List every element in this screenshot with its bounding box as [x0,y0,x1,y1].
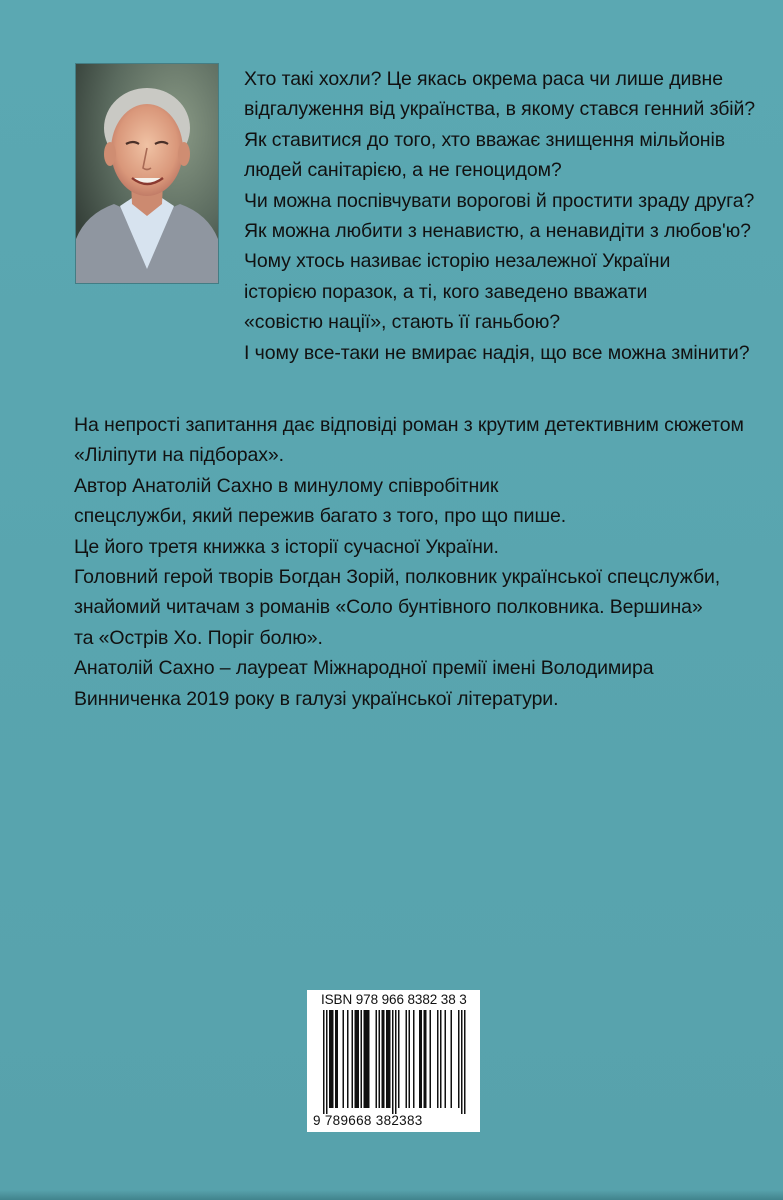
barcode-bar [464,1010,466,1114]
barcode-bar [413,1010,415,1108]
description-line: «Ліліпути на підборах». [74,444,284,467]
barcode-bar [398,1010,400,1108]
barcode-bar [367,1010,369,1108]
description-line: На непрості запитання дає відповіді роман з крутим детективним сюжетом [74,414,744,436]
barcode-bar [392,1010,394,1114]
barcode-bar [389,1010,391,1108]
description-line: Це його третя книжка з історії сучасної України. [74,535,499,558]
barcode-bar [365,1010,367,1108]
barcode-bar [335,1010,337,1108]
barcode-bar [368,1010,370,1108]
barcode-bar [388,1010,390,1108]
isbn-label: ISBN 978 966 8382 38 3 [321,992,467,1007]
barcode-bar [445,1010,447,1108]
barcode-icon [317,1010,471,1114]
barcode-bar [356,1010,358,1108]
barcode-bar [323,1010,325,1114]
barcode-bar [364,1010,366,1108]
intro-line: історією поразок, а ті, кого заведено вважати [244,280,648,303]
barcode-bar [424,1010,426,1108]
barcode-bar [376,1010,378,1108]
barcode-bar [383,1010,385,1108]
barcode-bar [395,1010,397,1114]
barcode-bar [437,1010,439,1108]
description-line: Анатолій Сахно – лауреат Міжнародної премії імені Володимира [74,657,654,680]
author-portrait-icon [76,64,218,283]
intro-questions [244,64,774,368]
barcode-bar [451,1010,453,1108]
barcode-bar [331,1010,333,1108]
intro-line: відгалуження від українства, в якому стався генний збій? [244,98,756,121]
intro-line: людей санітарією, а не геноцидом? [244,159,562,182]
description-line: Автор Анатолій Сахно в минулому співробітник [74,474,499,497]
barcode-bar [352,1010,354,1108]
barcode-bar [430,1010,432,1108]
barcode-bar [343,1010,345,1108]
barcode-bar [329,1010,331,1108]
intro-line: Як можна любити з ненавистю, а ненавидіти з любов'ю? [244,220,751,243]
barcode-bar [425,1010,427,1108]
intro-line: «совістю нації», стають її ганьбою? [244,311,560,334]
intro-line: Чи можна поспівчувати ворогові й простити зраду друга? [244,189,755,212]
barcode-bar [347,1010,349,1108]
cover-bottom-edge [0,1190,783,1200]
barcode-bar [421,1010,423,1108]
barcode-bar [461,1010,463,1114]
barcode-bar [409,1010,411,1108]
barcode-bar [358,1010,360,1108]
barcode-bar [355,1010,357,1108]
description-line: Головний герой творів Богдан Зорій, полковник української спецслужби, [74,566,721,589]
barcode-block [307,990,480,1132]
description-line: та «Острів Хо. Поріг болю». [74,626,323,649]
barcode-bar [337,1010,339,1108]
barcode-bar [361,1010,363,1108]
barcode-bar [379,1010,381,1108]
ean-digits: 9 789668 382383 [313,1113,423,1128]
barcode-bar [332,1010,334,1108]
intro-line: І чому все-таки не вмирає надія, що все можна змінити? [244,341,750,364]
description-line: спецслужби, який пережив багато з того, про що пише. [74,505,567,528]
intro-line: Як ставитися до того, хто вважає знищення мільйонів [244,128,725,151]
barcode-bar [406,1010,408,1108]
barcode-bar [386,1010,388,1108]
description-line: знайомий читачам з романів «Соло бунтівного полковника. Вершина» [74,596,703,619]
book-description [74,410,774,714]
description-line: Винниченка 2019 року в галузі української літератури. [74,687,559,710]
barcode-bar [419,1010,421,1108]
author-photo [76,64,218,283]
intro-line: Чому хтось називає історію незалежної України [244,250,671,273]
barcode-bar [440,1010,442,1108]
barcode-bar [326,1010,328,1114]
intro-line: Хто такі хохли? Це якась окрема раса чи лише дивне [244,68,723,90]
barcode-bar [458,1010,460,1108]
barcode-bar [382,1010,384,1108]
